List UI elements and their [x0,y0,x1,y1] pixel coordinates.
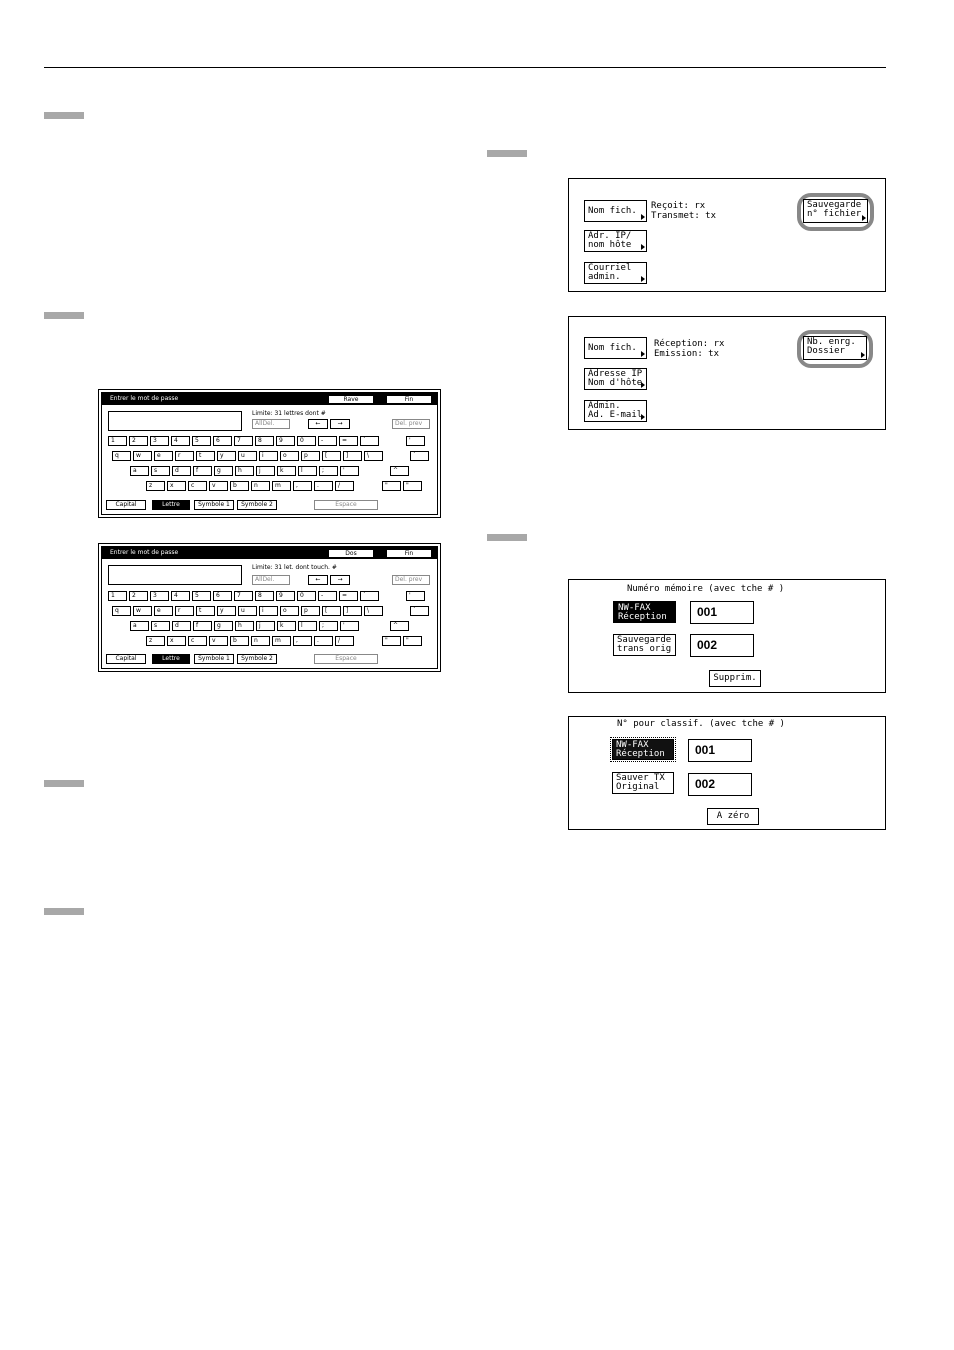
key[interactable]: 3 [150,436,169,446]
key[interactable]: a [130,466,149,476]
key[interactable]: o [280,606,299,616]
key[interactable]: 5 [192,591,211,601]
key[interactable]: ` [410,606,429,616]
key[interactable]: i [259,606,278,616]
key[interactable]: r [175,606,194,616]
key[interactable]: h [235,621,254,631]
memory-number-1[interactable]: 001 [690,601,754,624]
key[interactable]: 7 [234,436,253,446]
key[interactable]: ' [340,621,359,631]
key[interactable]: ` [410,451,429,461]
classification-number-2[interactable]: 002 [688,773,752,796]
keyboard-title: Entrer le mot de passe [110,549,179,556]
file-name-button[interactable]: Nom fich. [584,200,647,222]
key[interactable]: z [146,481,165,491]
key[interactable]: l [298,466,317,476]
key[interactable]: m [272,481,291,491]
key[interactable]: [ [322,451,341,461]
key[interactable]: s [151,466,170,476]
step-marker [487,150,527,157]
keyboard-screen-1 [98,389,441,518]
delete-prev-button[interactable]: Del. prev [392,575,430,585]
key[interactable]: 8 [255,591,274,601]
back-button[interactable]: Rave [328,395,374,404]
space-button[interactable]: Espace [314,654,378,664]
key[interactable]: l [298,621,317,631]
cursor-left-button[interactable]: ← [308,575,328,585]
key[interactable]: z [146,636,165,646]
alldel-button[interactable]: AllDel. [252,419,290,429]
key[interactable]: , [293,481,312,491]
lettre-button[interactable]: Lettre [152,500,190,510]
key[interactable]: q [112,451,131,461]
keyboard-title: Entrer le mot de passe [110,395,179,402]
symbole2-button[interactable]: Symbole 2 [237,654,277,664]
key[interactable]: / [335,636,354,646]
key[interactable]: c [188,481,207,491]
key[interactable]: s [151,621,170,631]
key[interactable]: ; [319,621,338,631]
symbole1-button[interactable]: Symbole 1 [194,500,234,510]
key[interactable]: / [335,481,354,491]
key[interactable]: f [193,621,212,631]
key[interactable]: j [256,621,275,631]
cursor-right-button[interactable]: → [330,419,350,429]
symbole1-button[interactable]: Symbole 1 [194,654,234,664]
key[interactable]: 6 [213,436,232,446]
nw-fax-reception-button[interactable]: NW-FAX Réception [613,601,676,623]
panel-title: N° pour classif. (avec tche # ) [617,719,785,729]
keyboard-screen-2 [98,543,441,672]
end-button[interactable]: Fin [386,395,432,404]
classification-number-1[interactable]: 001 [688,739,752,762]
classification-number-panel [568,716,886,830]
step-marker [44,112,84,119]
key[interactable]: u [238,606,257,616]
admin-mail-button[interactable]: Admin. Ad. E-mail [584,400,647,422]
cursor-left-button[interactable]: ← [308,419,328,429]
key[interactable]: k [277,466,296,476]
key[interactable]: ' [340,466,359,476]
key[interactable]: x [167,481,186,491]
key[interactable]: 2 [129,436,148,446]
top-rule [44,67,886,68]
save-original-button[interactable]: Sauvegarde trans orig [613,634,676,656]
key[interactable]: a [130,621,149,631]
lettre-button[interactable]: Lettre [152,654,190,664]
step-marker [487,534,527,541]
keyboard-frame [101,546,438,669]
key[interactable]: m [272,636,291,646]
key[interactable]: b [230,636,249,646]
password-input[interactable] [108,565,242,585]
key[interactable]: = [339,436,358,446]
password-input[interactable] [108,411,242,431]
nw-fax-reception-button[interactable]: NW-FAX Réception [612,739,674,760]
memory-number-panel [568,579,886,693]
key[interactable]: t [196,451,215,461]
key[interactable]: 3 [150,591,169,601]
key[interactable]: d [172,621,191,631]
key[interactable]: d [172,466,191,476]
key[interactable]: ^ [390,466,409,476]
key[interactable]: y [217,606,236,616]
key[interactable]: = [339,591,358,601]
symbole2-button[interactable]: Symbole 2 [237,500,277,510]
key[interactable]: [ [322,606,341,616]
key[interactable]: 2 [129,591,148,601]
key[interactable]: i [259,451,278,461]
delete-prev-button[interactable]: Del. prev [392,419,430,429]
delete-button[interactable]: Supprim. [709,670,761,687]
key[interactable]: g [214,466,233,476]
key[interactable]: ] [343,451,362,461]
key[interactable]: o [280,451,299,461]
key[interactable]: t [196,606,215,616]
memory-number-2[interactable]: 002 [690,634,754,657]
capital-button[interactable]: Capital [106,654,146,664]
step-marker [44,312,84,319]
key[interactable]: j [256,466,275,476]
capital-button[interactable]: Capital [106,500,146,510]
key[interactable]: " [403,481,422,491]
key[interactable]: 1 [108,591,127,601]
save-tx-original-button[interactable]: Sauver TX Original [612,772,674,794]
key[interactable]: x [167,636,186,646]
key[interactable]: ` [360,436,379,446]
key[interactable]: f [193,466,212,476]
cursor-right-button[interactable]: → [330,575,350,585]
key[interactable]: 4 [171,436,190,446]
key[interactable]: 5 [192,436,211,446]
back-button[interactable]: Dos [328,549,374,558]
key[interactable]: " [382,636,401,646]
reset-button[interactable]: A zéro [707,808,759,825]
admin-mail-button[interactable]: Courriel admin. [584,262,647,284]
key[interactable]: ' [406,436,425,446]
key[interactable]: v [209,481,228,491]
key[interactable]: u [238,451,257,461]
limit-text: Limite: 31 lettres dont # [252,410,326,417]
key[interactable]: . [314,481,333,491]
key[interactable]: " [403,636,422,646]
key[interactable]: e [154,606,173,616]
key[interactable]: - [318,591,337,601]
key[interactable]: . [314,636,333,646]
key[interactable]: 1 [108,436,127,446]
save-file-number-button[interactable]: Sauvegarde n° fichier [803,199,868,223]
key[interactable]: 9 [276,436,295,446]
end-button[interactable]: Fin [386,549,432,558]
space-button[interactable]: Espace [314,500,378,510]
key[interactable]: 9 [276,591,295,601]
network-settings-panel-1 [568,178,886,292]
key[interactable]: w [133,451,152,461]
ip-host-button[interactable]: Adresse IP Nom d'hôte [584,368,647,390]
key[interactable]: 0 [297,591,316,601]
key[interactable]: b [230,481,249,491]
key[interactable]: v [209,636,228,646]
alldel-button[interactable]: AllDel. [252,575,290,585]
key[interactable]: ] [343,606,362,616]
rx-tx-text: Réception: rx Emission: tx [654,339,725,359]
key[interactable]: n [251,481,270,491]
key[interactable]: k [277,621,296,631]
key[interactable]: n [251,636,270,646]
keyboard-title-bar [102,393,437,405]
key[interactable]: q [112,606,131,616]
file-name-button[interactable]: Nom fich. [584,337,647,359]
key[interactable]: r [175,451,194,461]
key[interactable]: w [133,606,152,616]
key[interactable]: g [214,621,233,631]
key[interactable]: \ [364,606,383,616]
key[interactable]: , [293,636,312,646]
step-marker [44,908,84,915]
keyboard-frame [101,392,438,515]
key[interactable]: 8 [255,436,274,446]
key[interactable]: 6 [213,591,232,601]
key[interactable]: y [217,451,236,461]
folder-record-number-button[interactable]: Nb. enrg. Dossier [803,336,867,360]
key[interactable]: ; [319,466,338,476]
ip-host-button[interactable]: Adr. IP/ nom hôte [584,230,647,252]
key[interactable]: " [382,481,401,491]
limit-text: Limite: 31 let. dont touch. # [252,564,337,571]
key[interactable]: ^ [390,621,409,631]
key[interactable]: 7 [234,591,253,601]
key[interactable]: ' [406,591,425,601]
network-settings-panel-2 [568,316,886,430]
step-marker [44,780,84,787]
key[interactable]: h [235,466,254,476]
key[interactable]: p [301,606,320,616]
keyboard-title-bar [102,547,437,559]
key[interactable]: p [301,451,320,461]
key[interactable]: - [318,436,337,446]
key[interactable]: c [188,636,207,646]
key[interactable]: e [154,451,173,461]
key[interactable]: 4 [171,591,190,601]
panel-title: Numéro mémoire (avec tche # ) [627,584,785,594]
key[interactable]: \ [364,451,383,461]
rx-tx-text: Reçoit: rx Transmet: tx [651,201,717,221]
key[interactable]: ` [360,591,379,601]
key[interactable]: 0 [297,436,316,446]
